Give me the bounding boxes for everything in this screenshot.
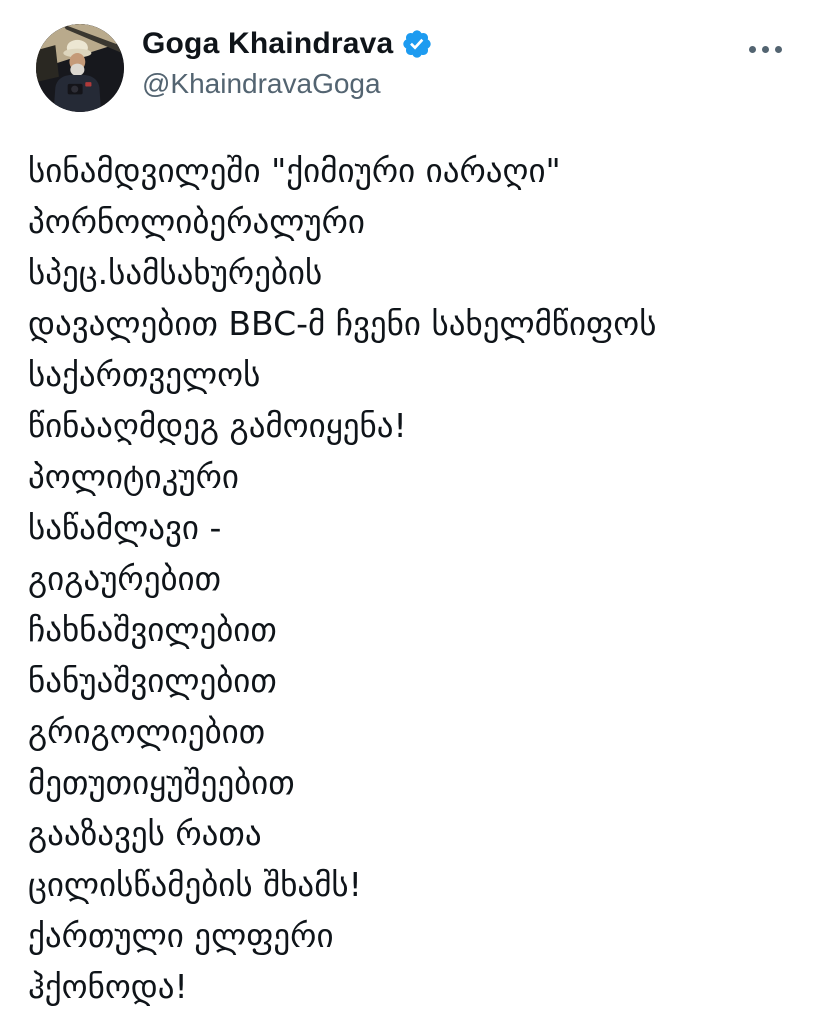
tweet-text-line: ნანუაშვილებით <box>28 661 277 700</box>
more-dot <box>749 46 756 53</box>
tweet-text-line: პოლიტიკური <box>28 457 240 496</box>
tweet-text-line: ჩახნაშვილებით <box>28 610 277 649</box>
tweet-text-line: ჰქონოდა! <box>28 967 188 1006</box>
tweet-text-line: საქართველოს <box>28 355 261 394</box>
tweet-text-line: დავალებით BBC-მ ჩვენი სახელმწიფოს <box>28 304 657 343</box>
tweet-text-line: სპეც.სამსახურების <box>28 253 323 292</box>
tweet-text-line: საწამლავი - <box>28 508 222 547</box>
tweet-text <box>28 145 798 1012</box>
tweet-text-line: წინააღმდეგ გამოიყენა! <box>28 406 407 445</box>
name-row <box>142 27 433 62</box>
tweet-text-line: გრიგოლიებით <box>28 712 266 751</box>
avatar-photo-illustration <box>36 24 124 112</box>
tweet-text-line: ქართული ელფერი <box>28 916 334 955</box>
tweet-text-line: მეთუთიყუშეებით <box>28 763 295 802</box>
more-dot <box>775 46 782 53</box>
avatar[interactable] <box>36 24 124 112</box>
tweet-text-line: პორნოლიბერალური <box>28 202 365 241</box>
tweet-text-line: გიგაურებით <box>28 559 222 598</box>
tweet-text-line: ცილისწამების შხამს! <box>28 865 362 904</box>
tweet-text-line: გააზავეს რათა <box>28 814 262 853</box>
more-icon[interactable] <box>741 38 790 61</box>
verified-badge-icon[interactable] <box>401 28 433 60</box>
more-dot <box>762 46 769 53</box>
handle[interactable]: @KhaindravaGoga <box>142 67 381 99</box>
display-name[interactable]: Goga Khaindrava <box>142 27 394 60</box>
tweet-header <box>28 24 798 112</box>
tweet-text-line: სინამდვილეში "ქიმიური იარაღი" <box>28 151 561 190</box>
name-block <box>142 24 433 100</box>
